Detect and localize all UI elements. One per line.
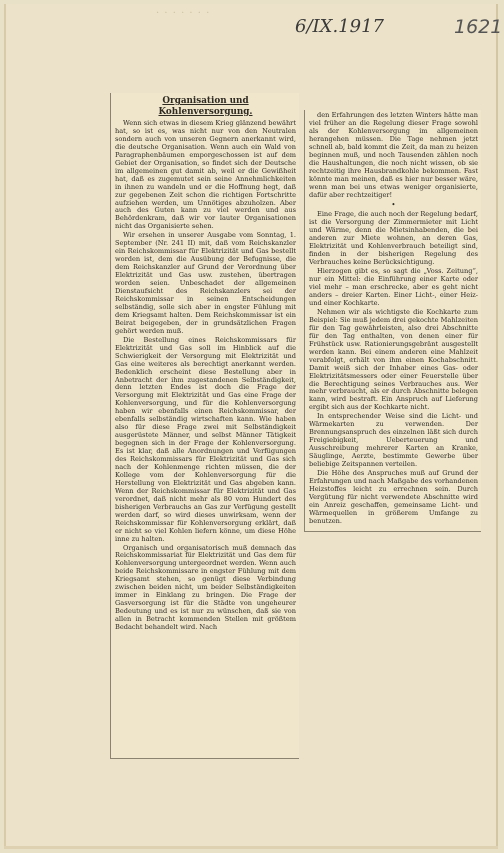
- archive-watermark: · · · · · · ·: [156, 8, 211, 19]
- article-paragraph: Die Bestellung eines Reichskommissars für Elektrizität und Gas soll im Hinblick auf die Schwierigkeit der Versorgung mit Elektrizität und Gas eine weiteres als berechtigt anerkannt werden. Bedenklich erscheint diese Bestellung aber in Anbetracht der ihm zugestandenen Selbständigkeit, denn letzten Endes ist doch die Frage der Versorgung mit Elektrizität und Gas eine Frage der Kohlenversorgung, und für die Kohlenversorgung haben wir ebenfalls einen Reichskommissar, der ebenfalls selbständig wirtschaften kann. Wie haben also für diese Frage zwei mit Selbständigkeit ausgerüstete Männer, und selbst Männer Tätigkeit begegnen sich in der Frage der Kohlenversorgung. Es ist klar, daß alle Anordnungen und Verfügungen des Reichskommissars für Elektrizität und Gas sich nach der Kohlenmenge richten müssen, die der Kollege vom der Kohlenversorgung für die Herstellung von Elektrizität und Gas abgeben kann. Wenn der Reichskommissar für Elektrizität und Gas verordnet, daß nicht mehr als 80 vom Hundert des bisherigen Verbrauchs an Gas zur Verfügung gestellt werden darf, so wird dieses unwirksam, wenn der Reichskommissar für Kohlenversorgung erklärt, daß er nicht so viel Kohlen liefern könne, um diese Höhe inne zu halten.: [115, 335, 296, 543]
- article-paragraph: Eine Frage, die auch noch der Regelung bedarf, ist die Versorgung der Zimmermieter mit Licht und Wärme, denn die Mietsinhabenden, die bei anderen zur Miete wohnen, an deren Gas, Elektrizität und Kohlenverbrauch beteiligt sind, finden in der bisherigen Regelung des Verbrauches keine Berücksichtigung.: [309, 210, 478, 267]
- article-paragraph: Nehmen wir als wichtigste die Kochkarte zum Beispiel: Sie muß jedem drei gekochte Mahlzeiten für den Tag gewährleisten, also drei Abschnitte für den Tag enthalten, von denen einer für Frühstück usw. Rationierungsgebränt ausgestellt werden kann. Bei einem anderen eine Mahlzeit verabfolgt, erhält von ihm einen Kochabschnitt. Damit weiß sich der Inhaber eines Gas- oder Elektrizitätsmessers oder einer Feuerstelle über die Berechtigung seines Verbrauches aus. Wer mehr verbraucht, als er durch Abschnitte belegen kann, wird bestraft. Ein Anspruch auf Lieferung ergibt sich aus der Kochkarte nicht.: [309, 307, 478, 412]
- article-paragraph: Die Höhe des Anspruches muß auf Grund der Erfahrungen und nach Maßgabe des vorhandenen Heizstoffes leicht zu errechnen sein. Durch Vergütung für nicht verwendete Abschnitte wird ein Anreiz geschaffen, gemeinsame Licht- und Wärmequellen in größerem Umfange zu benutzen.: [309, 468, 478, 525]
- handwritten-page-number: 1621: [454, 16, 503, 38]
- article-paragraph: In entsprechender Weise sind die Licht- und Wärmekarten zu verwenden. Der Brennungsanspruch des einzelnen läßt sich durch Freigiebigkeit, Ueberteuerung und Ausschreibung mehrerer Karten an Kranke, Säuglinge, Aerzte, bestimmte Gewerbe über beliebige Zeitspannen verteilen.: [309, 412, 478, 469]
- article-paragraph: Wir ersehen in unserer Ausgabe vom Sonntag, 1. September (Nr. 241 II) mit, daß vom Reichskanzler ein Reichskommissar für Elektrizität und Gas bestellt worden ist, dem die Ausübung der Befugnisse, die dem Reichskanzler auf Grund der Verordnung über Elektrizität und Gas usw. zustehen, übertragen worden seien. Unbeschadet der allgemeinen Dienstaufsicht des Reichskanzlers sei der Reichskommissar in seinen Entscheidungen selbständig, solle sich aber in engster Fühlung mit dem Kriegsamt halten. Dem Reichskommissar ist ein Beirat beigegeben, der in grundsätzlichen Fragen gehört werden muß.: [115, 231, 296, 335]
- article-paragraph: Hierzogen gibt es, so sagt die „Voss. Zeitung“, nur ein Mittel: die Einführung einer Karte oder viel mehr – man erschrecke, aber es geht nicht anders – dreier Karten. Einer Licht-, einer Heiz- und einer Kochkarte.: [309, 267, 478, 307]
- article-paragraph: Organisch und organisatorisch muß demnach das Reichskommissariat für Elektrizität und Gas dem für Kohlenversorgung untergeordnet werden. Wenn auch beide Reichskommissare in engster Fühlung mit dem Kriegsamt stehen, so genügt diese Verbindung zwischen beiden nicht, um beider Selbständigkeiten immer in Einklang zu bringen. Die Frage der Gasversorgung ist für die Städte von ungeheurer Bedeutung und es ist nur zu wünschen, daß sie von allen in Betracht kommenden Stellen mit größtem Bedacht behandelt wird. Nach: [115, 543, 296, 632]
- article-paragraph: den Erfahrungen des letzten Winters hätte man viel früher an die Regelung dieser Frage sowohl als der Kohlenversorgung im allgemeinen herangehen müssen. Die Tage nehmen jetzt schnell ab, bald kommt die Zeit, da man zu heizen beginnen muß, und noch Tausenden zählen noch die Haushaltungen, die noch nicht wissen, ob sie rechtzeitig ihre Hausbrandkohle bekommen. Fast könnte man meinen, daß es hier nur besser wäre, wenn man bei uns etwas weniger organisierte, dafür aber rechtzeitiger!: [309, 111, 478, 199]
- clipping-column-left: [110, 93, 299, 759]
- page-bottom-edge: [4, 846, 498, 849]
- clipping-column-right: [304, 110, 481, 532]
- article-headline: Organisation und Kohlenversorgung.: [158, 96, 253, 117]
- section-separator: •: [391, 201, 396, 210]
- article-paragraph: Wenn sich etwas in diesem Krieg glänzend bewährt hat, so ist es, was nicht nur von den Neutralen sondern auch von unseren Gegnern anerkannt wird, die deutsche Organisation. Wenn auch ein Wald von Paragraphenbäumen emporgeschossen ist auf dem Gebiet der Organisation, so findet sich der Deutsche im allgemeinen gut damit ab, weil er die Gewißheit hat, daß es zugemutet sein seine Annehmlichkeiten in ihnen zu wandeln und er die Hoffnung hegt, daß zur gegebenen Zeit schon die richtigen Fortschritte aufziehen werden, um Unnötiges abzuholzen. Aber auch des Guten kann zu viel werden und aus Behördenkram, daß wir vor lauter Organisationen nicht das Organisierte sehen.: [115, 119, 296, 231]
- handwritten-date: 6/IX.1917: [295, 16, 384, 37]
